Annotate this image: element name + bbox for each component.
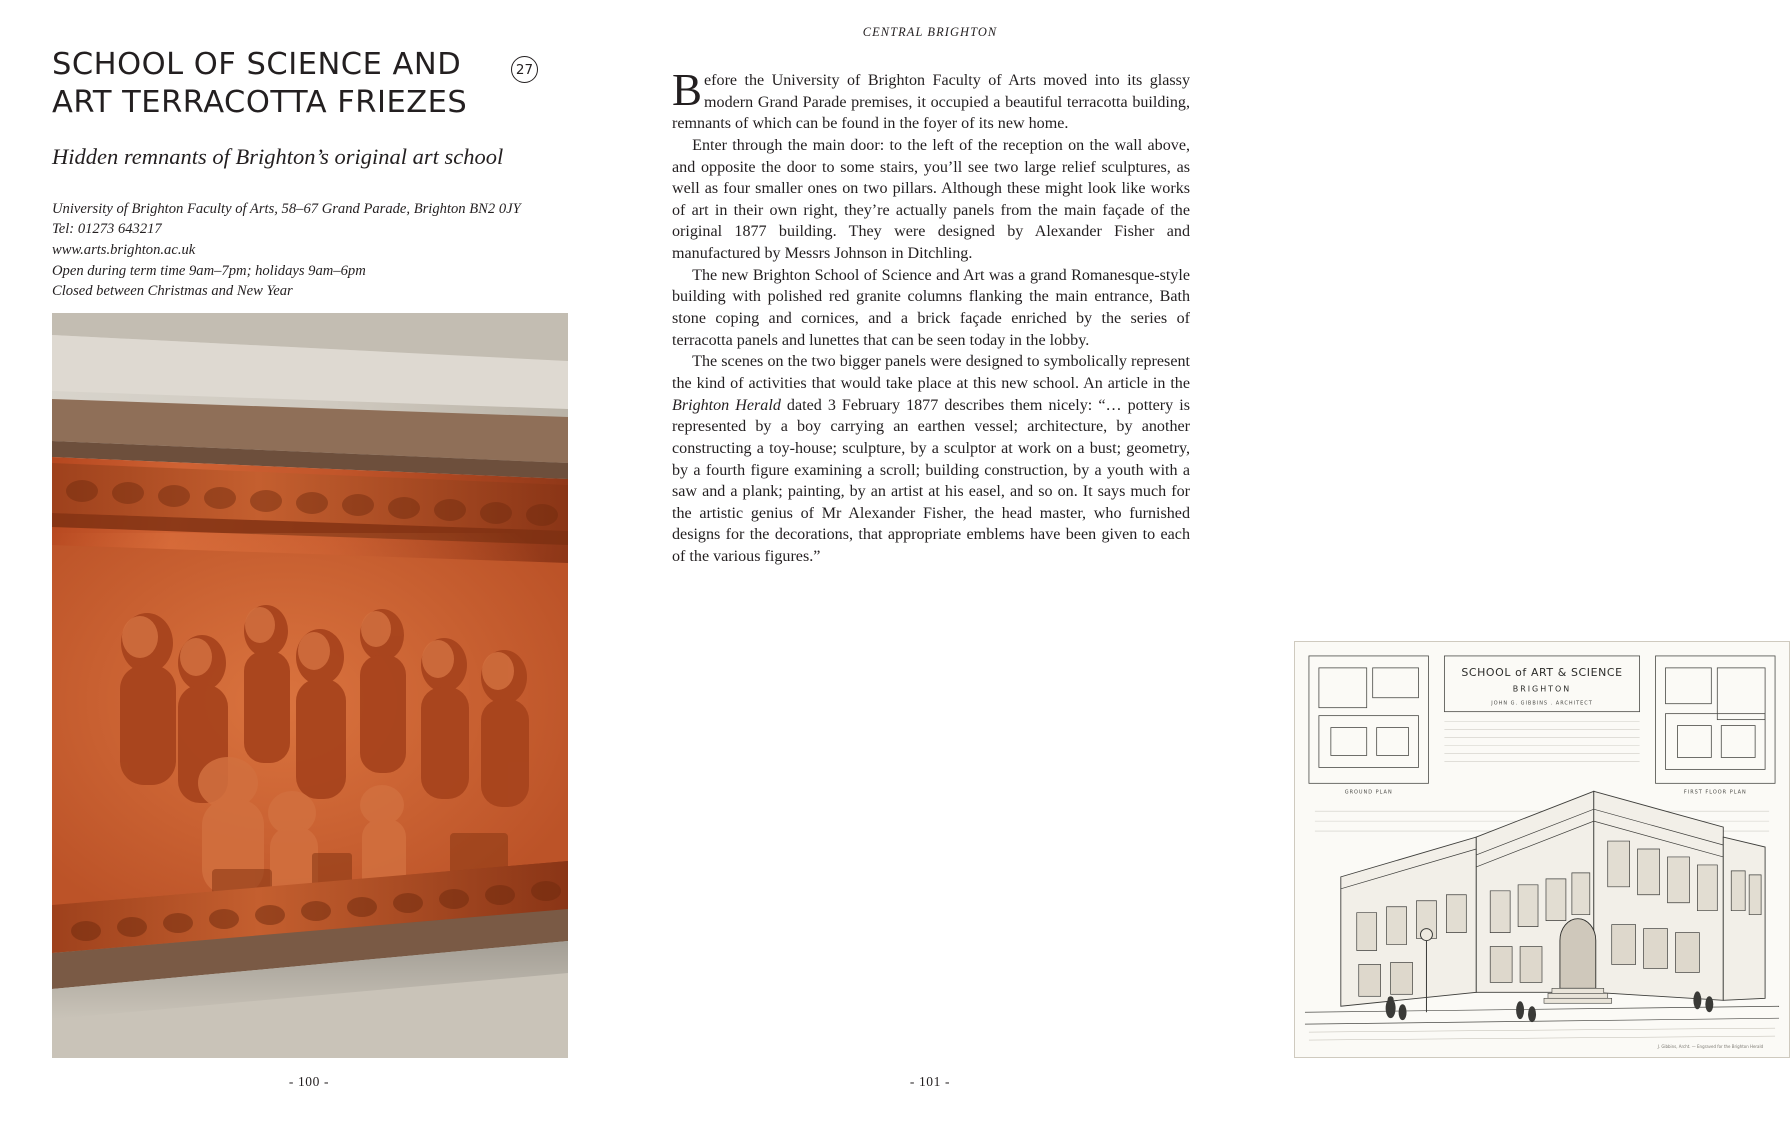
svg-text:JOHN G. GIBBINS . ARCHITECT: JOHN G. GIBBINS . ARCHITECT: [1491, 700, 1593, 707]
paragraph-3: The new Brighton School of Science and Art was a grand Romanesque-style building with polished red granite columns flanking the main entrance, Bath stone coping and cornices, and a brick façade enriched by the series of terracotta panels and lunettes that can be seen today in the lobby.: [672, 266, 1190, 349]
engraving-illustration: [1295, 642, 1789, 1057]
historic-engraving: [1294, 641, 1790, 1058]
paragraph-4: [672, 351, 1190, 567]
left-page-header: [52, 46, 568, 302]
svg-text:SCHOOL of ART & SCIENCE: SCHOOL of ART & SCIENCE: [1461, 665, 1623, 679]
article-body: [672, 65, 1191, 568]
venue-hours: Open during term time 9am–7pm; holidays 9am–6pm: [52, 262, 366, 279]
venue-address: University of Brighton Faculty of Arts, 58–67 Grand Parade, Brighton BN2 0JY: [52, 200, 521, 217]
paragraph-4-part2: dated 3 February 1877 describes them nicely: “… pottery is represented by a boy carrying an earthen vessel; architecture, by another constructing a toy-house; sculpture, by a sculptor at work on a bust; geometry, by a fourth figure examining a scroll; building construction, by a youth with a saw and a plank; painting, by an artist at his easel, and so on. It says much for the artistic genius of Mr Alexander Fisher, the head master, who furnished designs for the decorations, that appropriate emblems have been given to each of the various figures.”: [672, 396, 1191, 566]
venue-details: [52, 199, 568, 303]
folio-right: - 101 -: [909, 1074, 951, 1089]
folio-left: - 100 -: [288, 1074, 330, 1089]
drop-cap: B: [672, 65, 703, 115]
frieze-illustration: [52, 313, 568, 1058]
publication-name: Brighton Herald: [672, 396, 781, 414]
chapter-number-badge: 27: [511, 56, 538, 83]
svg-text:J. Gibbins, Archt. — Engraved: J. Gibbins, Archt. — Engraved for the Brighton Herald: [1657, 1044, 1764, 1050]
paragraph-1-text: efore the University of Brighton Faculty of Arts moved into its glassy modern Grand Parade premises, it occupied a beautiful terracotta building, remnants of which can be found in the foyer of its new home.: [672, 72, 1190, 133]
svg-text:FIRST FLOOR PLAN: FIRST FLOOR PLAN: [1683, 789, 1747, 796]
venue-phone: Tel: 01273 643217: [52, 221, 162, 238]
running-head: CENTRAL BRIGHTON: [862, 25, 998, 39]
left-page: [0, 0, 620, 1122]
venue-closures: Closed between Christmas and New Year: [52, 283, 293, 300]
page-title: SCHOOL OF SCIENCE AND ART TERRACOTTA FRIEZES: [52, 47, 468, 121]
terracotta-frieze-photo: [52, 313, 568, 1058]
body-text-column: [672, 65, 1191, 568]
right-page: [620, 0, 1764, 1122]
svg-text:GROUND PLAN: GROUND PLAN: [1344, 789, 1393, 796]
paragraph-4-part1: The scenes on the two bigger panels were designed to symbolically represent the kind of activities that would take place at this new school. An article in the: [672, 353, 1190, 392]
paragraph-2: Enter through the main door: to the left of the reception on the wall above, and opposite the door to some stairs, you’ll see two large relief sculptures, as well as four smaller ones on two pillars. Although these might look like works of art in their own right, they’re actually panels from the main façade of the original 1877 building. They were designed by Alexander Fisher and manufactured by Messrs Johnson in Ditchling.: [672, 136, 1190, 263]
venue-website: www.arts.brighton.ac.uk: [52, 241, 196, 258]
page-subtitle: Hidden remnants of Brighton’s original art school: [52, 144, 504, 170]
paragraph-1: [672, 65, 1190, 135]
svg-text:BRIGHTON: BRIGHTON: [1512, 684, 1572, 694]
